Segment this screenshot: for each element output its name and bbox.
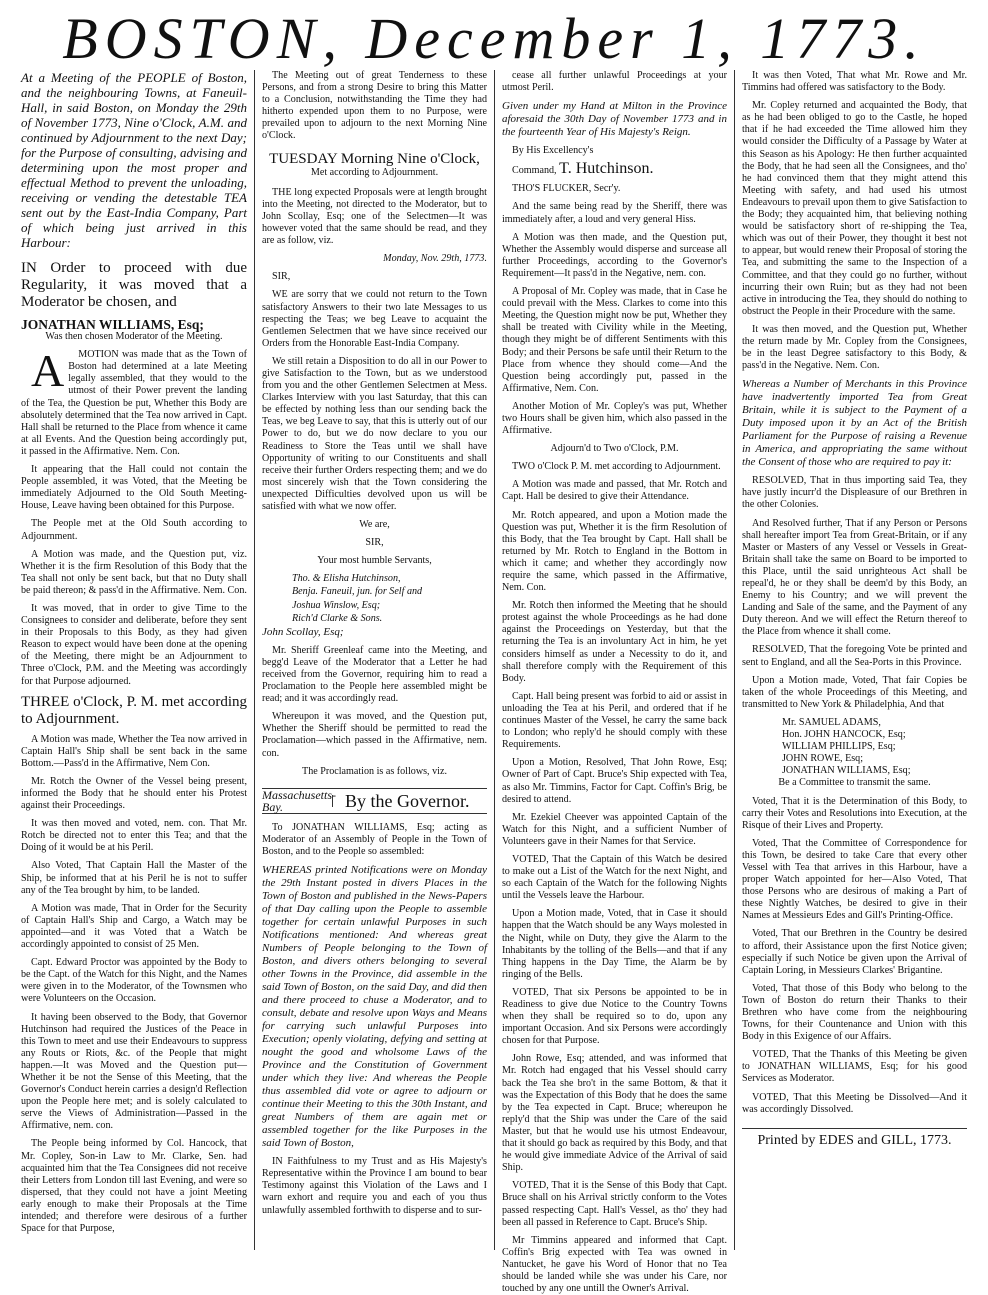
paragraph: It having been observed to the Body, that Governor Hutchinson had required the Justices of the Peace in this Town to meet and use their Endeavours to suppress any Routs or Riots, &c. of the People that might happen.—It was Moved and the Question put—Whether it be not the Sense of this Meeting, that the Governor's Conduct herein carries a design'd Reflection upon the People here met; and is solely calculated to serve the Views of Administration—Passed in the Affirmative, nem. con. — [21, 1011, 247, 1132]
letter-salutation: SIR, — [272, 271, 291, 283]
signatory: Rich'd Clarke & Sons. — [292, 612, 383, 624]
letter-recipient: John Scollay, Esq; — [262, 625, 344, 638]
section-heading: TUESDAY Morning Nine o'Clock, — [269, 150, 480, 167]
committee-member: JOHN ROWE, Esq; — [782, 753, 864, 765]
paragraph: Whereupon it was moved, and the Question put, Whether the Sheriff should be permitted to read the Proclamation—which passed in the Affirmative, nem. con. — [262, 711, 487, 759]
proclamation-address: To JONATHAN WILLIAMS, Esq; acting as Moderator of an Assembly of People in the Town of Boston, and to the People so assembled: — [262, 821, 487, 858]
whereas-paragraph: Whereas a Number of Merchants in this Province have inadvertently imported Tea from Great Britain, while it is subject to the Payment of a Duty imposed upon it by an Act of the British Parliament for the Purpose of raising a Revenue in America, and appropriating the same without the Consent of those who are required to pay it: — [742, 378, 967, 469]
paragraph: A Motion was made and passed, that Mr. Rotch and Capt. Hall be desired to give their Attendance. — [502, 479, 727, 503]
province-name: Massachusetts-Bay. — [262, 787, 336, 814]
by-the-governor: By the Governor. — [332, 795, 469, 807]
paragraph: It was then Voted, That what Mr. Rowe and Mr. Timmins had offered was satisfactory to the Body. — [742, 70, 967, 94]
column-2 — [254, 70, 494, 1250]
motion-text: MOTION was made that as the Town of Boston had determined at a late Meeting legally assembled, that they would to the utmost of their Power prevent the landing of the Tea, the Question be put, Whether this Body are absolutely determined that the Tea now arrived in Capt. Hall shall be returned to the Place from whence it came at all Events. And the Question being accordingly put, it passed in the Affirmative. Nem. Con. — [21, 349, 247, 457]
paragraph: VOTED, That it is the Sense of this Body that Capt. Bruce shall on his Arrival strictly conform to the Votes passed respecting Capt. Hall's Vessel, as tho' they had been all passed in Reference to Capt. Bruce's Ship. — [502, 1180, 727, 1228]
paragraph: A Motion was made, and the Question put, viz. Whether it is the firm Resolution of this Body that the Tea shall not only be sent back, but that no Duty shall be paid thereon; & pass'd in the Affirmative. Nem. Con. — [21, 548, 247, 596]
paragraph: Voted, That those of this Body who belong to the Town of Boston do return their Thanks to their Brethren who have come from the neighbouring Towns, for their Countenance and Union with this Body in this Exigence of our Affairs. — [742, 982, 967, 1043]
paragraph: Mr. Copley returned and acquainted the Body, that as he had been obliged to go to the Castle, he hoped that if he had exceeded the Time allowed him they would consider the Difficulty of a Passage by Water at this Season as his Apology: He then further acquainted the Body, that he had seen all the Consignees, and tho' he had convinced them that they might attend this Meeting with safety, and had used his utmost Endeavours to prevail upon them to give Satisfaction to the Body; they acquainted him, that believing nothing would be satisfactory short of re-shipping the Tea, which was out of their Power, they thought it best not to appear, but would renew their Proposal of storing the Tea, and submitting the same to the Inspection of a Committee, and that they could go no further, without incurring their own Ruin; but as they had not been active in introducing the Tea, they should do nothing to obstruct the People in their Procedure with the same. — [742, 100, 967, 317]
paragraph: It was then moved, and the Question put, Whether the return made by Mr. Copley from the Consignees, be in the least Degree satisfactory to this Body, & pass'd in the Negative. Nem. Con. — [742, 323, 967, 372]
column-3 — [494, 70, 734, 1295]
signatory: Tho. & Elisha Hutchinson, — [292, 573, 401, 585]
printer-imprint: Printed by EDES and GILL, 1773. — [742, 1128, 967, 1147]
paragraph: cease all further unlawful Proceedings at your utmost Peril. — [502, 70, 727, 94]
masthead-title: BOSTON, December 1, 1773. — [62, 6, 926, 71]
committee-note: Be a Committee to transmit the same. — [778, 777, 931, 789]
paragraph: The People being informed by Col. Hancock, that Mr. Copley, Son-in Law to Mr. Clarke, Sen. had acquainted him that the Tea Consignees did not receive their Letters from London till last Evening, and were so dispersed, that they could not have a joint Meeting early enough to make their Proposals at the Time intended; and therefore were desirous of a further Space for that Purpose, — [21, 1138, 247, 1235]
paragraph: Voted, That our Brethren in the Country be desired to afford, their Assistance upon the first Notice given; especially if such Notice be given upon the Arrival of Captain Loring, in Messieurs Clarkes' Brigantine. — [742, 928, 967, 976]
command-line — [502, 160, 727, 178]
committee-member: JONATHAN WILLIAMS, Esq; — [782, 765, 911, 777]
paragraph: VOTED, That six Persons be appointed to be in Readiness to give due Notice to the Country Towns when they shall be required so to do, upon any important Occasion. And six Persons were accordingly chosen for that Purpose. — [502, 986, 727, 1047]
paragraph: A Motion was then made, and the Question put, Whether the Assembly would disperse and surcease all further Proceedings, according to the Governor's Requirement—It pass'd in the Negative, nem. con. — [502, 231, 727, 279]
committee-member: Hon. JOHN HANCOCK, Esq; — [782, 729, 906, 741]
paragraph: RESOLVED, That the foregoing Vote be printed and sent to England, and all the Sea-Ports in this Province. — [742, 644, 967, 668]
paragraph: TWO o'Clock P. M. met according to Adjournment. — [512, 461, 721, 473]
paragraph: The Meeting out of great Tenderness to these Persons, and from a strong Desire to bring this Matter to a Conclusion, notwithstanding the Time they had hitherto expended upon them to no Purpose, were prevailed upon to adjourn to the next Morning Nine o'Clock. — [262, 70, 487, 142]
paragraph: Voted, That the Committee of Correspondence for this Town, be desired to take Care that every other Vessel with Tea that arrives in this Harbour, have a proper Watch appointed for her—Also Voted, That those Persons who are desirous of making a Part of these Nightly Watches, be desired to give in their Names at Messieurs Edes and Gill's Printing-Office. — [742, 837, 967, 922]
paragraph: Also Voted, That Captain Hall the Master of the Ship, be informed that at his Peril he is not to suffer any of the Tea brought by him, to be landed. — [21, 860, 247, 896]
proclamation-text: WHEREAS printed Notifications were on Monday the 29th Instant posted in divers Places in the Town of Boston and published in the News-Papers of that Day calling upon the People to assemble together for certain unlawful Purposes in such Notifications mentioned: And whereas great Numbers of People belonging to the Town of Boston, and divers others belonging to several other Towns in the Province, did assemble in the said Town of Boston, on the said Day, and did then and there proceed to chuse a Moderator, and to consult, debate and resolve upon Ways and Means for carrying such unlawful Purposes into Execution; openly violating, defying and setting at nought the good and wholsome Laws of the Province and the Constitution of Government under which they live: And whereas the People thus assembled did vote or agree to adjourn or continue their Meeting to this the 30th Instant, and great Numbers of them are again met or assembled together for the like Purposes in the said Town of Boston, — [262, 864, 487, 1150]
intro-paragraph: IN Order to proceed with due Regularity, it was moved that a Moderator be chosen, and — [21, 260, 247, 310]
paragraph: John Rowe, Esq; attended, and was informed that Mr. Rotch had engaged that his Vessel should carry back the Tea she bro't in the same Bottom, & that it was the Expectation of this Body that he does the same by the Tea expected in Capt. Bruce; whereupon he reply'd that the Ship was under the Care of the said Master, but that he would use his utmost Endeavour, that it should go back as required by this Body, and that he would give immediate Advice of the Arrival of said Ship. — [502, 1053, 727, 1174]
paragraph: A Motion was made, Whether the Tea now arrived in Captain Hall's Ship shall be sent back in the same Bottom.—Pass'd in the Affirmative, Nem Con. — [21, 733, 247, 769]
columns — [14, 70, 974, 1295]
moderator-chosen: Was then chosen Moderator of the Meeting. — [45, 331, 223, 343]
paragraph: Mr. Sheriff Greenleaf came into the Meeting, and begg'd Leave of the Moderator that a Letter he had received from the Governor, requiring him to read a Proclamation to the People here assembled might be read; and it was accordingly read. — [262, 644, 487, 705]
column-4 — [734, 70, 974, 1250]
drop-cap: A — [31, 345, 65, 397]
command-label: Command, — [512, 165, 557, 177]
paragraph: Upon a Motion, Resolved, That John Rowe, Esq; Owner of Part of Capt. Bruce's Ship expected with Tea, as also Mr. Timmins, Factor for Capt. Coffin's Brig, be desired to attend. — [502, 757, 727, 805]
adjourned-line: Adjourn'd to Two o'Clock, P.M. — [550, 443, 679, 455]
paragraph: A Motion was made, That in Order for the Security of Captain Hall's Ship and Cargo, a Watch may be appointed—and it was Voted that a Watch be accordingly appointed to consist of 25 Men. — [21, 902, 247, 951]
letter-closing: Your most humble Servants, — [317, 555, 432, 567]
paragraph: Voted, That it is the Determination of this Body, to carry their Votes and Resolutions into Execution, at the Risque of their Lives and Property. — [742, 795, 967, 831]
committee-member: WILLIAM PHILLIPS, Esq; — [782, 741, 896, 753]
paragraph: Mr. Rotch appeared, and upon a Motion made the Question was put, Whether it is the firm Resolution of this Body, that the Tea brought by Capt. Hall shall be returned by Mr. Rotch to England in the Bottom in which it came; and whether they accordingly now require the same, which passed in the Affirmative, Nem. Con. — [502, 509, 727, 594]
letter-date: Monday, Nov. 29th, 1773. — [383, 253, 487, 265]
paragraph: IN Faithfulness to my Trust and as His Majesty's Representative within the Province I am bound to bear Testimony against this Violation of the Laws and I warn exhort and require you and each of you thus unlawfully assembled forthwith to disperse and to sur- — [262, 1156, 487, 1216]
proclamation-given: Given under my Hand at Milton in the Province aforesaid the 30th Day of November 1773 and in the fourteenth Year of His Majesty's Reign. — [502, 100, 727, 139]
motion-paragraph — [21, 345, 247, 458]
committee-member: Mr. SAMUEL ADAMS, — [782, 716, 881, 728]
section-heading: THREE o'Clock, P. M. met according to Adjournment. — [21, 693, 248, 727]
paragraph: THE long expected Proposals were at length brought into the Meeting, not directed to the Moderator, but to John Scollay, Esq; one of the Selectmen—It was however voted that the same should be read, and they are as follow, viz. — [262, 186, 487, 247]
proclamation-header — [262, 788, 487, 814]
paragraph: VOTED, That this Meeting be Dissolved—And it was accordingly Dissolved. — [742, 1091, 967, 1115]
paragraph: Upon a Motion made, Voted, that in Case it should happen that the Watch should be any Ways molested in the Night, while on Duty, they give the Alarm to the Inhabitants by the tolling of the Bells—and that if any Thing happens in the Day Time, the Alarm be by ringing of the Bells. — [502, 908, 727, 980]
signatory: Benja. Faneuil, jun. for Self and — [292, 586, 423, 598]
paragraph: We still retain a Disposition to do all in our Power to give Satisfaction to the Town, but as we understood from you and the other Gentlemen Selectmen at Mess. Clarkes Interview with you last Saturday, that this can be effected by nothing less than our sending back the Teas, we beg Leave to say, that this is utterly out of our Power to do, but we do now declare to you our Readiness to Store the Teas until we shall have Opportunity of writing to our Constituents and shall receive their further Orders respecting them; and we do most sincerely wish that the Town considering the unexpected Difficulties devolved upon us will be satisfied with what we now offer. — [262, 355, 487, 512]
meeting-preamble: At a Meeting of the PEOPLE of Boston, and the neighbouring Towns, at Faneuil-Hall, in said Boston, on Monday the 29th of November 1773, Nine o'Clock, A.M. and continued by Adjournment to the next Day; for the Purpose of consulting, advising and determining upon the most proper and effectual Method to prevent the unloading, receiving or vending the detestable TEA sent out by the East-India Company, Part of which being just arrived in this Harbour: — [21, 70, 247, 250]
paragraph: Mr. Rotch the Owner of the Vessel being present, informed the Body that he should enter his Protest against their Proceedings. — [21, 775, 247, 812]
paragraph: A Proposal of Mr. Copley was made, that in Case he could prevail with the Mess. Clarkes to come into this Meeting, the Question might now be put, Whether they shall be treated with Civility while in the Meeting, though they might be of different Sentiments with this Body; and their Persons be safe until their Return to the Place from whence they should come—And the Question being accordingly put, passed in the Affirmative, Nem. Con. — [502, 286, 727, 394]
paragraph: Mr. Ezekiel Cheever was appointed Captain of the Watch for this Night, and a sufficient Number of Volunteers gave in their Names for that Service. — [502, 811, 727, 847]
secretary-line: THO'S FLUCKER, Secr'y. — [512, 183, 621, 195]
paragraph: Upon a Motion made, Voted, That fair Copies be taken of the whole Proceedings of this Meeting, and transmitted to New York & Philadelphia, And that — [742, 674, 967, 710]
paragraph: WE are sorry that we could not return to the Town satisfactory Answers to their two late Messages to us respecting the Teas; we beg Leave to acquaint the Gentlemen Selectmen that we have since received our Orders from the Honorable East-India Company. — [262, 289, 487, 349]
paragraph: And the same being read by the Sheriff, there was immediately after, a loud and very general Hiss. — [502, 201, 727, 225]
signatory: Joshua Winslow, Esq; — [292, 599, 381, 611]
paragraph: RESOLVED, That in thus importing said Tea, they have justly incurr'd the Displeasure of our Brethren in the other Colonies. — [742, 475, 967, 511]
paragraph: Another Motion of Mr. Copley's was put, Whether two Hours shall be given him, which also passed in the Affirmative. — [502, 400, 727, 437]
paragraph: VOTED, That the Thanks of this Meeting be given to JONATHAN WILLIAMS, Esq; for his good Services as Moderator. — [742, 1049, 967, 1085]
paragraph: And Resolved further, That if any Person or Persons shall hereafter import Tea from Great-Britain, or if any Master or Masters of any Vessel or Vessels in Great-Britain shall take the same on Board to be imported to this Place, until the said unrighteous Act shall be repeal'd, he or they shall be deem'd by this Body, an Enemy to his Country; and we will prevent the Landing and Sale of the same, and the Payment of any Duty thereon. And we will effect the Return thereof to the Place from whence it shall come. — [742, 517, 967, 638]
paragraph: Mr. Rotch then informed the Meeting that he should protest against the whole Proceedings as he had done against the Proceedings on Yesterday, but that the returning the Tea is an involuntary Act in him, he yet considers himself as under a Necessity to do it, and shall therefore comply with the Requirement of this Body. — [502, 600, 727, 684]
excellency-line: By His Excellency's — [512, 145, 594, 157]
letter-closing: We are, — [359, 519, 390, 531]
paragraph: VOTED, That the Captain of this Watch be desired to make out a List of the Watch for the next Night, and so each Captain of the Watch for the following Nights until the Vessels leave the Harbour. — [502, 853, 727, 902]
paragraph: Capt. Edward Proctor was appointed by the Body to be the Capt. of the Watch for this Night, and the Names were given in to the Moderator, of the Townsmen who were Volunteers on the Occasion. — [21, 957, 247, 1005]
proclamation-intro: The Proclamation is as follows, viz. — [302, 765, 447, 777]
paragraph: The People met at the Old South according to Adjournment. — [21, 518, 247, 542]
paragraph: It was moved, that in order to give Time to the Consignees to consider and deliberate, before they sent in their Proposals to this Body, as they had given Reason to expect would have been done at the opening of the Meeting, there might be an Adjournment to Three o'Clock, P.M. and the Meeting was accordingly for that Purpose adjourned. — [21, 602, 247, 687]
letter-closing: SIR, — [365, 537, 384, 549]
governor-signature: T. Hutchinson. — [559, 160, 654, 178]
moderator-name: JONATHAN WILLIAMS, Esq; — [21, 317, 204, 332]
paragraph: Capt. Hall being present was forbid to aid or assist in unloading the Tea at his Peril, and ordered that if he continues Master of the Vessel, he carry the same back to London; who reply'd he should comply with these Requirements. — [502, 690, 727, 751]
paragraph: Mr Timmins appeared and informed that Capt. Coffin's Brig expected with Tea was owned in Nantucket, he gave his Word of Honor that no Tea should be landed while she was under his Care, nor touched by any one untill the Owner's Arrival. — [502, 1234, 727, 1295]
column-1 — [14, 70, 254, 1250]
section-subheading: Met according to Adjournment. — [310, 166, 439, 178]
paragraph: It was then moved and voted, nem. con. That Mr. Rotch be directed not to enter this Tea; and that the Doing of it would be at his Peril. — [21, 818, 247, 854]
paragraph: It appearing that the Hall could not contain the People assembled, it was Voted, that the Meeting be immediately Adjourned to the Old South Meeting-House, Leave having been obtained for this Purpose. — [21, 464, 247, 512]
